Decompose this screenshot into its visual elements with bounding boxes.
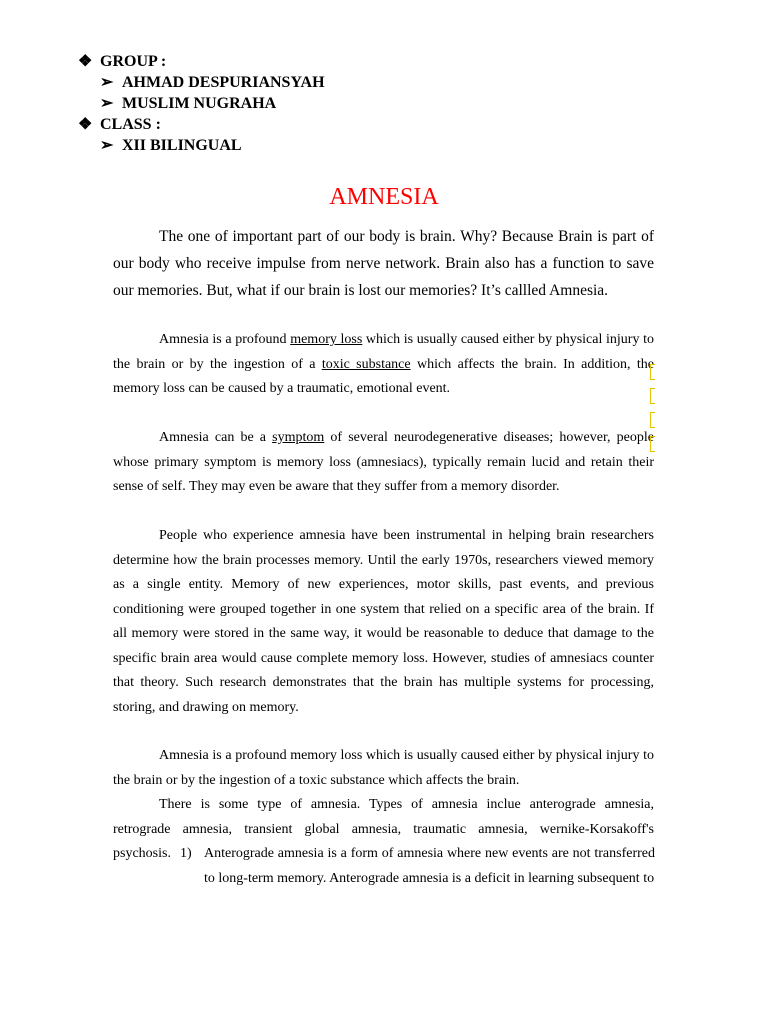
memory-loss-link[interactable]: memory loss — [290, 332, 363, 347]
member-name: MUSLIM NUGRAHA — [122, 95, 277, 112]
diamond-bullet-icon: ❖ — [78, 116, 93, 133]
member-name: AHMAD DESPURIANSYAH — [122, 74, 325, 91]
paragraph-text: Amnesia can be a — [159, 430, 273, 445]
group-label: GROUP : — [100, 53, 167, 70]
class-value-line — [100, 136, 242, 156]
list-item — [180, 842, 655, 891]
symptom-link[interactable]: symptom — [272, 430, 325, 445]
arrow-bullet-icon: ➢ — [100, 137, 114, 154]
paragraph-text: Amnesia is a profound memory loss which is usually caused either by physical injury to the brain or by the ingestion of a toxic substance which affects the brain. — [113, 748, 654, 788]
class-line — [78, 115, 161, 135]
arrow-bullet-icon: ➢ — [100, 95, 114, 112]
comment-marker — [650, 436, 655, 452]
paragraph-definition — [113, 328, 654, 402]
list-number: 1) — [180, 846, 192, 861]
member-line-2 — [100, 94, 276, 114]
toxic-substance-link[interactable]: toxic substance — [321, 356, 411, 372]
document-title: AMNESIA — [329, 184, 439, 210]
paragraph-text: People who experience amnesia have been instrumental in helping brain researchers determine how the brain processes memory. Until the early 1970s, researchers viewed memory as a single entity. Memory of new experiences, motor skills, past events, and previous conditioning were grouped together in one system that relied on a specific area of the brain. If all memory were stored in the same way, it would be reasonable to deduce that damage to the specific brain area would cause complete memory loss. However, studies of amnesiacs counter that theory. Such research demonstrates that the brain has multiple systems for processing, storing, and drawing on memory. — [113, 528, 654, 715]
group-line — [78, 52, 166, 72]
comment-marker — [650, 388, 655, 404]
comment-marker — [650, 364, 655, 380]
class-label: CLASS : — [100, 116, 161, 133]
arrow-bullet-icon: ➢ — [100, 74, 114, 91]
paragraph-text: which is usually caused either by physical injury to the brain or by the ingestion of a — [113, 332, 654, 372]
member-line-1 — [100, 73, 325, 93]
diamond-bullet-icon: ❖ — [78, 53, 93, 70]
comment-marker — [650, 412, 655, 428]
paragraph-symptom — [113, 426, 654, 500]
paragraph-text: of several neurodegenerative diseases; however, people whose primary symptom is memory loss (amnesiacs), typically remain lucid and retain their sense of self. They may even be aware that they suffer from a memory disorder. — [113, 430, 654, 494]
paragraph-summary — [113, 744, 654, 793]
paragraph-text: Amnesia is a profound — [159, 332, 291, 347]
list-text: Anterograde amnesia is a form of amnesia where new events are not transferred to long-term memory. Anterograde amnesia is a deficit in learning subsequent to — [204, 846, 655, 886]
paragraph-text: There is some type of amnesia. Types of amnesia inclue anterograde amnesia, retrograde amnesia, transient global amnesia, traumatic amnesia, wernike-Korsakoff's psychosis. — [113, 797, 654, 861]
paragraph-research — [113, 524, 654, 720]
intro-paragraph — [113, 223, 654, 304]
intro-text: The one of important part of our body is brain. Why? Because Brain is part of our body who receive impulse from nerve network. Brain also has a function to save our memories. But, what if our brain is lost our memories? It’s callled Amnesia. — [113, 228, 654, 299]
paragraph-text: which affects the brain. In addition, the memory loss can be caused by a traumatic, emotional event. — [113, 356, 654, 396]
class-value: XII BILINGUAL — [122, 137, 242, 154]
